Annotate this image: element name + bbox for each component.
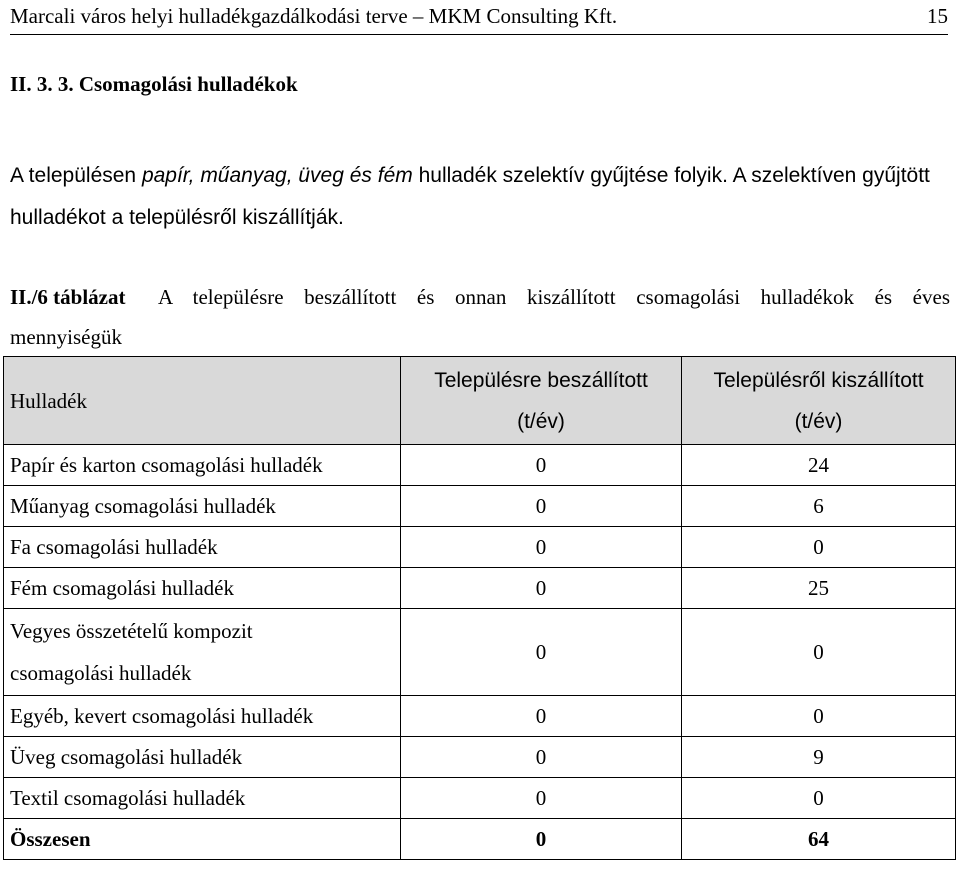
row-waste-name-line2: csomagolási hulladék — [10, 661, 192, 685]
row-shipped-out: 9 — [682, 737, 956, 778]
total-shipped-out: 64 — [682, 819, 956, 860]
row-delivered-in: 0 — [401, 737, 682, 778]
section-title: II. 3. 3. Csomagolási hulladékok — [10, 72, 298, 96]
row-shipped-out: 6 — [682, 486, 956, 527]
header-title: Marcali város helyi hulladékgazdálkodási terve – MKM Consulting Kft. — [10, 4, 618, 28]
header-shipped-out-label: Településről kiszállított — [713, 368, 924, 392]
table-caption-text: A településre beszállított és onnan kiszállított csomagolási hulladékok és éves — [158, 285, 950, 309]
row-delivered-in: 0 — [401, 527, 682, 568]
row-shipped-out: 0 — [682, 696, 956, 737]
row-waste-name — [4, 609, 401, 696]
table-row — [4, 568, 956, 609]
row-shipped-out: 24 — [682, 445, 956, 486]
paragraph-text-2: hulladék szelektív gyűjtése folyik. A szelektíven gyűjtött hulladékot a településről kiszállítják. — [10, 164, 930, 229]
row-waste-name-line1: Vegyes összetételű kompozit — [10, 619, 253, 643]
header-shipped-out-unit: (t/év) — [794, 409, 843, 433]
total-delivered-in: 0 — [401, 819, 682, 860]
table-row — [4, 737, 956, 778]
table-caption — [10, 283, 950, 311]
row-shipped-out: 0 — [682, 527, 956, 568]
row-waste-name: Egyéb, kevert csomagolási hulladék — [4, 696, 401, 737]
paragraph-text-1: A településen — [10, 164, 142, 187]
header-delivered-in-label: Településre beszállított — [434, 368, 648, 392]
total-label: Összesen — [4, 819, 401, 860]
row-waste-name: Üveg csomagolási hulladék — [4, 737, 401, 778]
table-row — [4, 696, 956, 737]
row-delivered-in: 0 — [401, 696, 682, 737]
paragraph-italic: papír, műanyag, üveg és fém — [141, 164, 413, 187]
header-shipped-out — [682, 357, 956, 445]
table-row — [4, 445, 956, 486]
row-delivered-in: 0 — [401, 609, 682, 696]
row-shipped-out: 0 — [682, 778, 956, 819]
row-delivered-in: 0 — [401, 568, 682, 609]
row-shipped-out: 0 — [682, 609, 956, 696]
table-caption-continuation: mennyiségük — [10, 325, 122, 349]
header-delivered-in-unit: (t/év) — [517, 409, 565, 433]
table-header-row — [4, 357, 956, 445]
table-row — [4, 527, 956, 568]
table-row — [4, 486, 956, 527]
row-delivered-in: 0 — [401, 445, 682, 486]
row-waste-name: Papír és karton csomagolási hulladék — [4, 445, 401, 486]
table-total-row — [4, 819, 956, 860]
header-delivered-in — [401, 357, 682, 445]
header-waste: Hulladék — [4, 357, 401, 445]
intro-paragraph — [10, 155, 950, 239]
waste-table — [3, 356, 956, 860]
table-row — [4, 778, 956, 819]
row-waste-name: Fém csomagolási hulladék — [4, 568, 401, 609]
row-waste-name: Fa csomagolási hulladék — [4, 527, 401, 568]
row-delivered-in: 0 — [401, 778, 682, 819]
page-header — [10, 2, 948, 35]
row-waste-name: Textil csomagolási hulladék — [4, 778, 401, 819]
page-number: 15 — [927, 4, 948, 28]
row-shipped-out: 25 — [682, 568, 956, 609]
row-waste-name: Műanyag csomagolási hulladék — [4, 486, 401, 527]
row-delivered-in: 0 — [401, 486, 682, 527]
table-caption-label: II./6 táblázat — [10, 285, 126, 309]
table-row — [4, 609, 956, 696]
